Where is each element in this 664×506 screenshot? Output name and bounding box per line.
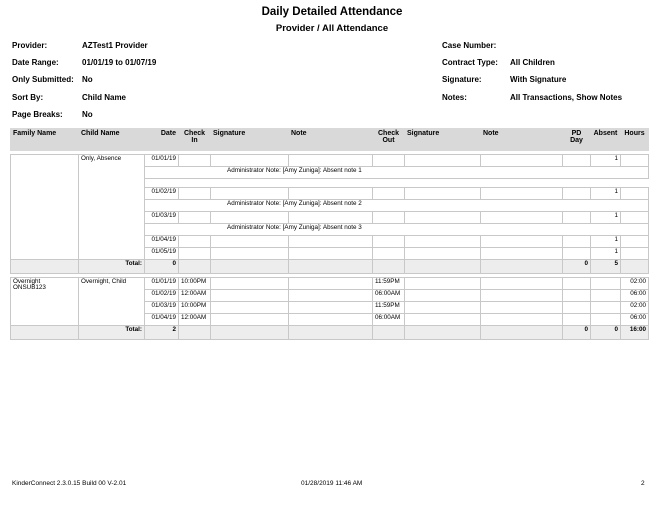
col-date: Date (145, 129, 179, 151)
date-cell: 01/03/19 (145, 302, 179, 314)
date-cell: 01/01/19 (145, 278, 179, 290)
family-cell (11, 155, 79, 260)
total-absent: 5 (591, 260, 621, 274)
contract-type-value: All Children (510, 58, 555, 67)
notes-value: All Transactions, Show Notes (510, 93, 623, 102)
total-hours: 16:00 (621, 326, 649, 340)
family-id: ONSUB123 (13, 284, 46, 292)
child-cell: Overnight, Child (79, 278, 145, 326)
attendance-table (10, 128, 649, 340)
sort-by-value: Child Name (82, 93, 127, 102)
provider-value: AZTest1 Provider (82, 41, 148, 50)
hours-cell: 06:00 (621, 314, 649, 326)
check-in-cell: 12:00AM (179, 314, 211, 326)
total-pd-day: 0 (563, 260, 591, 274)
check-out-cell: 06:00AM (373, 290, 405, 302)
report-title: Daily Detailed Attendance (261, 6, 403, 18)
only-submitted-label: Only Submitted: (12, 75, 74, 84)
contract-type-label: Contract Type: (442, 58, 498, 67)
hours-cell: 02:00 (621, 302, 649, 314)
case-number-label: Case Number: (442, 41, 497, 50)
col-check-in: Check In (179, 129, 211, 151)
date-cell: 01/02/19 (145, 290, 179, 302)
col-hours: Hours (621, 129, 649, 151)
col-absent: Absent (591, 129, 621, 151)
absent-cell: 1 (591, 248, 621, 260)
total-row (11, 326, 649, 340)
table-header-row (11, 129, 649, 151)
col-pd-day: PD Day (563, 129, 591, 151)
date-cell: 01/04/19 (145, 314, 179, 326)
total-label: Total: (79, 326, 145, 340)
check-in-cell: 12:00AM (179, 290, 211, 302)
total-pd-day: 0 (563, 326, 591, 340)
table-row (11, 155, 649, 167)
col-note-out: Note (481, 129, 563, 151)
provider-label: Provider: (12, 41, 48, 50)
total-hours (621, 260, 649, 274)
total-label: Total: (79, 260, 145, 274)
col-note-in: Note (289, 129, 373, 151)
total-days: 2 (145, 326, 179, 340)
absent-cell: 1 (591, 212, 621, 224)
hours-cell: 06:00 (621, 290, 649, 302)
col-child-name: Child Name (79, 129, 145, 151)
absent-cell: 1 (591, 236, 621, 248)
hours-cell: 02:00 (621, 278, 649, 290)
absent-cell: 1 (591, 188, 621, 200)
signature-value: With Signature (510, 75, 567, 84)
total-absent: 0 (591, 326, 621, 340)
date-cell: 01/02/19 (145, 188, 179, 200)
note-cell: Administrator Note: [Amy Zuniga]: Absent note 3 (145, 224, 649, 236)
page-breaks-label: Page Breaks: (12, 110, 63, 119)
absent-cell: 1 (591, 155, 621, 167)
col-check-out: Check Out (373, 129, 405, 151)
total-days: 0 (145, 260, 179, 274)
date-cell: 01/01/19 (145, 155, 179, 167)
col-family-name: Family Name (11, 129, 79, 151)
check-in-cell: 10:00PM (179, 302, 211, 314)
date-cell: 01/05/19 (145, 248, 179, 260)
family-cell (11, 278, 79, 326)
date-range-label: Date Range: (12, 58, 59, 67)
sort-by-label: Sort By: (12, 93, 44, 102)
total-row (11, 260, 649, 274)
signature-label: Signature: (442, 75, 482, 84)
check-out-cell: 11:59PM (373, 278, 405, 290)
col-signature-out: Signature (405, 129, 481, 151)
footer-version: KinderConnect 2.3.0.15 Build 00 V-2.01 (12, 480, 127, 487)
check-out-cell: 06:00AM (373, 314, 405, 326)
report-subtitle: Provider / All Attendance (275, 23, 389, 34)
date-range-value: 01/01/19 to 01/07/19 (82, 58, 157, 67)
note-cell: Administrator Note: [Amy Zuniga]: Absent note 1 (145, 167, 649, 179)
check-in-cell: 10:00PM (179, 278, 211, 290)
notes-label: Notes: (442, 93, 467, 102)
only-submitted-value: No (82, 75, 93, 84)
page-breaks-value: No (82, 110, 93, 119)
date-cell: 01/04/19 (145, 236, 179, 248)
table-row (11, 278, 649, 290)
footer-page-number: 2 (641, 480, 645, 487)
check-out-cell: 11:59PM (373, 302, 405, 314)
note-cell: Administrator Note: [Amy Zuniga]: Absent note 2 (145, 200, 649, 212)
footer-printed: 01/28/2019 11:46 AM (301, 480, 363, 487)
family-name: Overnight (13, 278, 41, 285)
col-signature-in: Signature (211, 129, 289, 151)
date-cell: 01/03/19 (145, 212, 179, 224)
child-cell: Only, Absence (79, 155, 145, 260)
